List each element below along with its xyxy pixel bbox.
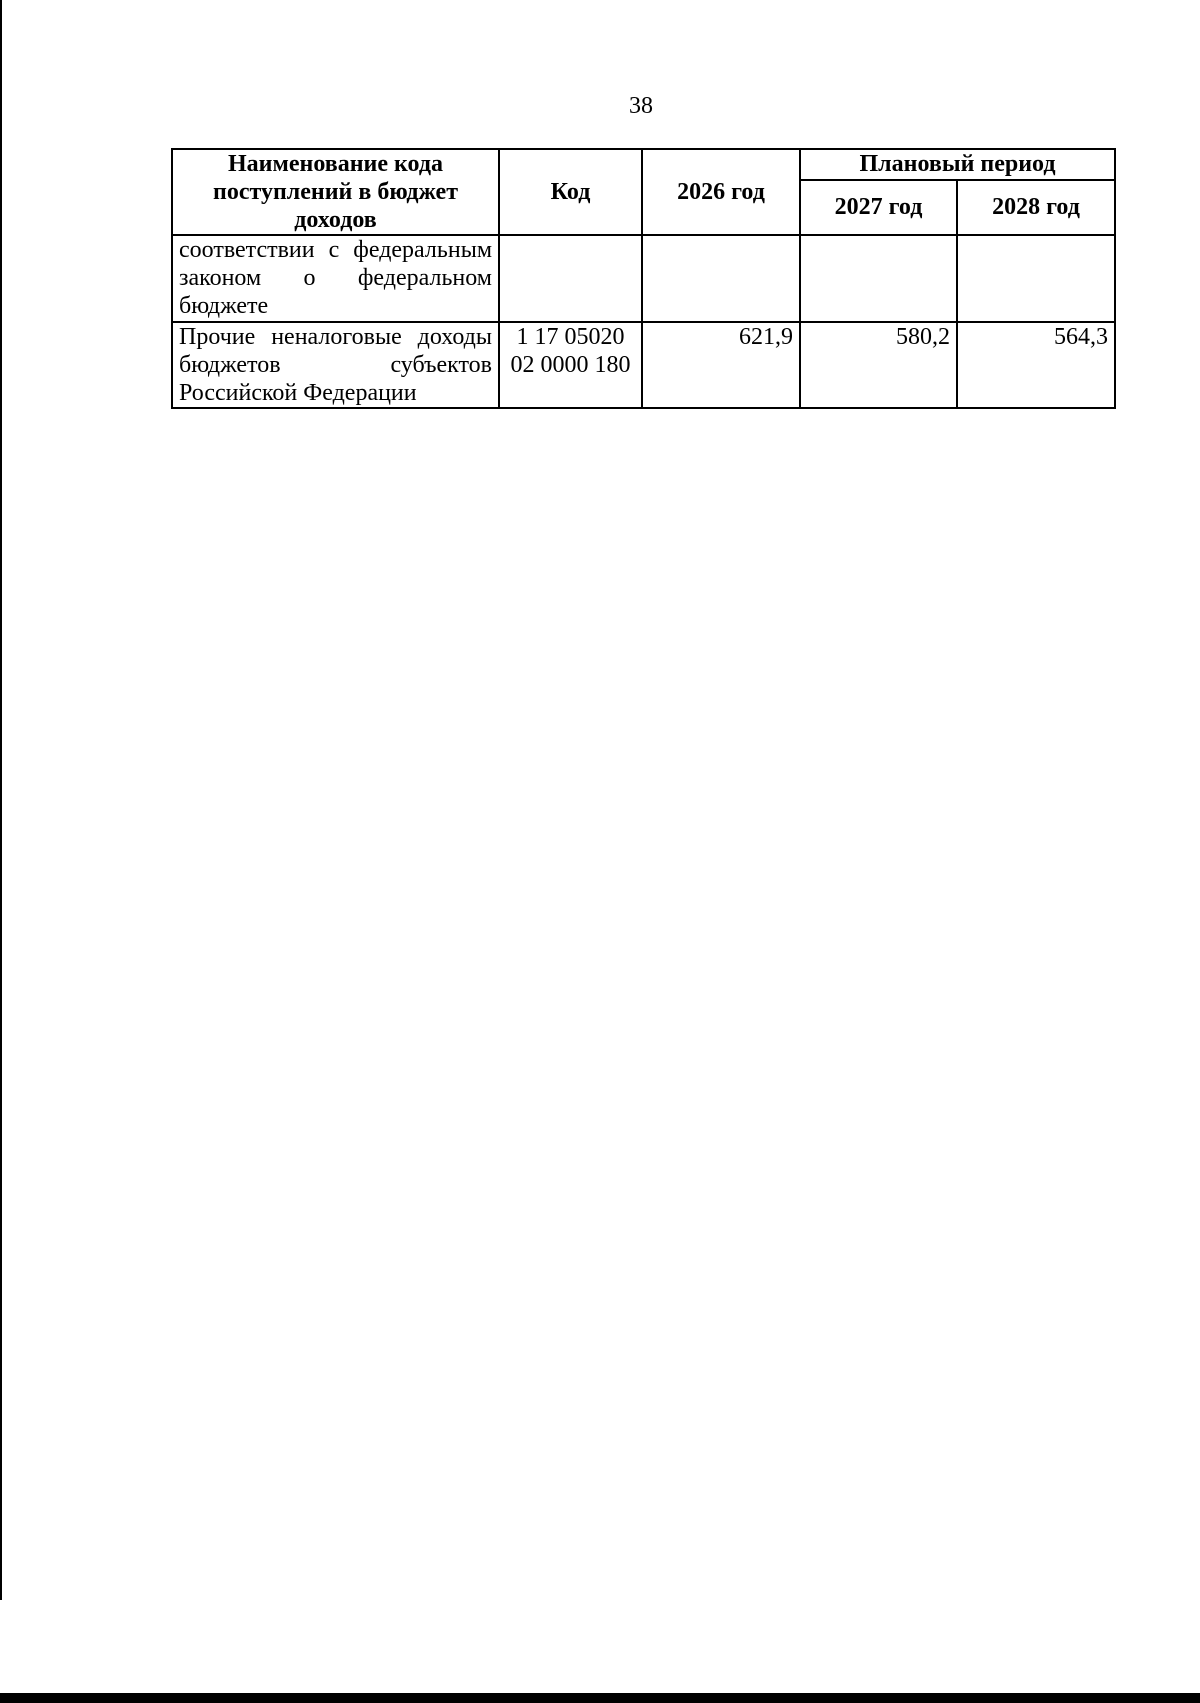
row-value-2027 <box>800 235 957 322</box>
header-year-2026: 2026 год <box>642 149 800 235</box>
header-code: Код <box>499 149 642 235</box>
header-name: Наименование кода поступлений в бюджет доходов <box>172 149 499 235</box>
row-code <box>499 235 642 322</box>
header-planned-period: Плановый период <box>800 149 1115 180</box>
row-value-2028: 564,3 <box>957 322 1115 408</box>
page-number: 38 <box>629 93 653 119</box>
row-value-2028 <box>957 235 1115 322</box>
table-row <box>172 322 1115 408</box>
row-name: Прочие неналоговые доходы бюджетов субъектов Российской Федерации <box>172 322 499 408</box>
row-code: 1 17 05020 02 0000 180 <box>499 322 642 408</box>
header-year-2027: 2027 год <box>800 180 957 235</box>
row-value-2026 <box>642 235 800 322</box>
header-year-2028: 2028 год <box>957 180 1115 235</box>
scan-edge-bottom <box>0 1693 1200 1703</box>
table-row <box>172 235 1115 322</box>
row-value-2026: 621,9 <box>642 322 800 408</box>
revenue-table <box>171 148 1116 409</box>
row-value-2027: 580,2 <box>800 322 957 408</box>
scan-edge-left <box>0 0 2 1600</box>
row-name: соответствии с федеральным законом о федеральном бюджете <box>172 235 499 322</box>
